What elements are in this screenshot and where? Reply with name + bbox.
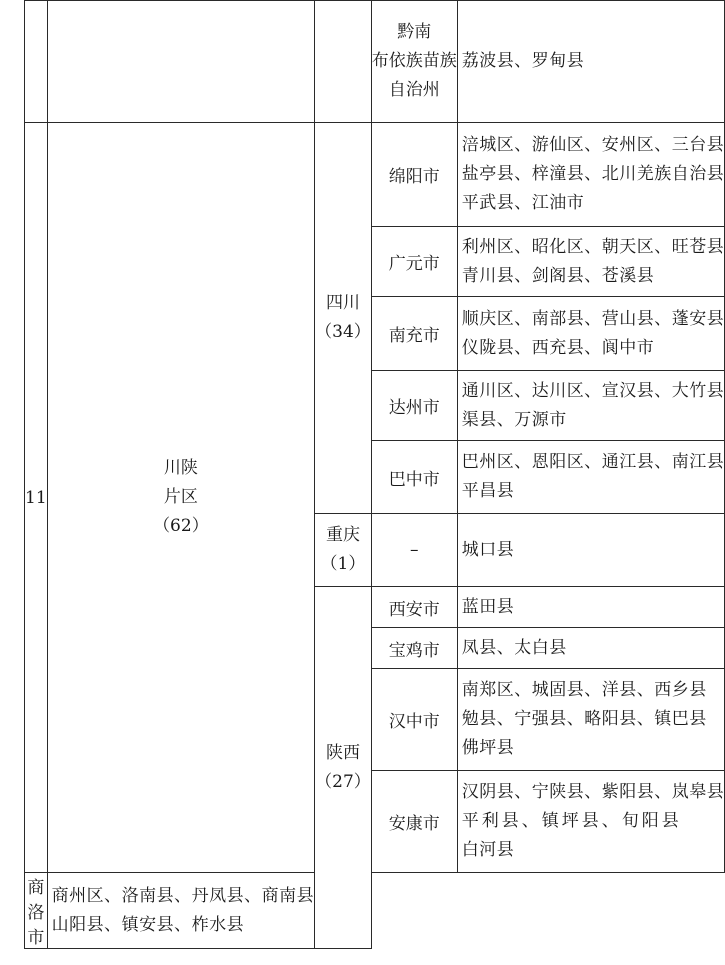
county-list-cell: [47, 873, 315, 949]
county-line: 汉阴县、宁陕县、紫阳县、岚皋县: [461, 782, 725, 802]
city-cell: [371, 1, 457, 123]
county-list-cell: [457, 123, 725, 227]
county-line: 蓝田县: [461, 596, 515, 617]
county-list-cell: [457, 669, 725, 771]
city-name: 安康市: [388, 814, 440, 834]
table-row: [25, 1, 725, 123]
city-cell: [371, 123, 457, 227]
province-cell-chongqing: [315, 514, 372, 587]
area-count: （62）: [153, 516, 209, 536]
county-line: 白河县: [461, 840, 515, 860]
table-row: [25, 873, 725, 949]
city-name-line: 布依族苗族: [371, 51, 457, 71]
province-name: 重庆: [325, 525, 360, 545]
county-line: 仪陇县、西充县、阆中市: [461, 337, 655, 358]
county-line: 山阳县、镇安县、柞水县: [51, 914, 245, 935]
county-line: 勉县、宁强县、略阳县、镇巴县: [461, 709, 707, 729]
city-name: 广元市: [388, 254, 440, 274]
county-line: 平利县、镇坪县、旬阳县: [461, 811, 682, 831]
city-cell: [25, 873, 48, 949]
county-line: 青川县、剑阁县、苍溪县: [461, 265, 655, 286]
city-name: 宝鸡市: [388, 640, 440, 661]
city-name-dash: –: [410, 540, 419, 560]
county-line: 涪城区、游仙区、安州区、三台县: [461, 135, 725, 155]
table-row: [25, 123, 725, 227]
county-list-cell: [457, 1, 725, 123]
city-name: 西安市: [388, 599, 440, 620]
area-cell-empty: [47, 1, 315, 123]
city-cell: [371, 371, 457, 441]
county-line: 顺庆区、南部县、营山县、蓬安县: [461, 308, 725, 329]
county-line: 利州区、昭化区、朝天区、旺苍县: [461, 236, 725, 257]
city-name-line: 黔南: [397, 22, 432, 42]
province-cell-empty: [315, 1, 372, 123]
city-name-line: 自治州: [388, 80, 440, 100]
city-name: 巴中市: [388, 469, 440, 490]
county-line: 南郑区、城固县、洋县、西乡县: [461, 680, 707, 700]
county-list-cell: [457, 628, 725, 669]
city-cell: [371, 227, 457, 297]
area-name-line: 川陕: [163, 458, 198, 478]
area-cell: [47, 123, 315, 873]
county-list-cell: [457, 441, 725, 514]
county-line: 平昌县: [461, 481, 515, 501]
city-cell: [371, 297, 457, 371]
row-number: 11: [25, 487, 47, 508]
county-line: 佛坪县: [461, 738, 515, 758]
number-cell-empty: [25, 1, 48, 123]
city-name: 商洛市: [27, 878, 45, 948]
county-line: 平武县、江油市: [461, 193, 585, 213]
county-line: 渠县、万源市: [461, 409, 567, 430]
county-list-cell: [457, 771, 725, 873]
county-line: 商州区、洛南县、丹凤县、商南县: [51, 885, 315, 906]
county-line: 城口县: [461, 539, 515, 560]
province-name: 四川: [325, 293, 360, 313]
city-cell: [371, 771, 457, 873]
county-list-cell: [457, 587, 725, 628]
county-table-page: [24, 0, 725, 949]
city-cell: [371, 628, 457, 669]
province-count: （34）: [315, 322, 371, 342]
province-name: 陕西: [325, 742, 360, 763]
county-table: [24, 0, 725, 949]
area-name-line: 片区: [163, 487, 198, 507]
county-list-cell: [457, 297, 725, 371]
city-name: 汉中市: [388, 712, 440, 732]
county-line: 凤县、太白县: [461, 637, 567, 658]
county-list-cell: [457, 227, 725, 297]
county-list-cell: [457, 514, 725, 587]
city-name: 绵阳市: [388, 167, 440, 187]
county-line: 荔波县、罗甸县: [461, 51, 585, 71]
city-cell: [371, 514, 457, 587]
county-line: 盐亭县、梓潼县、北川羌族自治县: [461, 164, 725, 184]
province-count: （27）: [315, 771, 371, 792]
city-name: 南充市: [388, 326, 440, 346]
county-line: 通川区、达川区、宣汉县、大竹县: [461, 380, 725, 401]
city-cell: [371, 441, 457, 514]
province-cell-shaanxi: [315, 587, 372, 949]
city-name: 达州市: [388, 398, 440, 418]
province-count: （1）: [320, 554, 366, 574]
county-list-cell: [457, 371, 725, 441]
row-number-cell: [25, 123, 48, 873]
city-cell: [371, 587, 457, 628]
city-cell: [371, 669, 457, 771]
county-line: 巴州区、恩阳区、通江县、南江县: [461, 452, 725, 472]
province-cell-sichuan: [315, 123, 372, 514]
